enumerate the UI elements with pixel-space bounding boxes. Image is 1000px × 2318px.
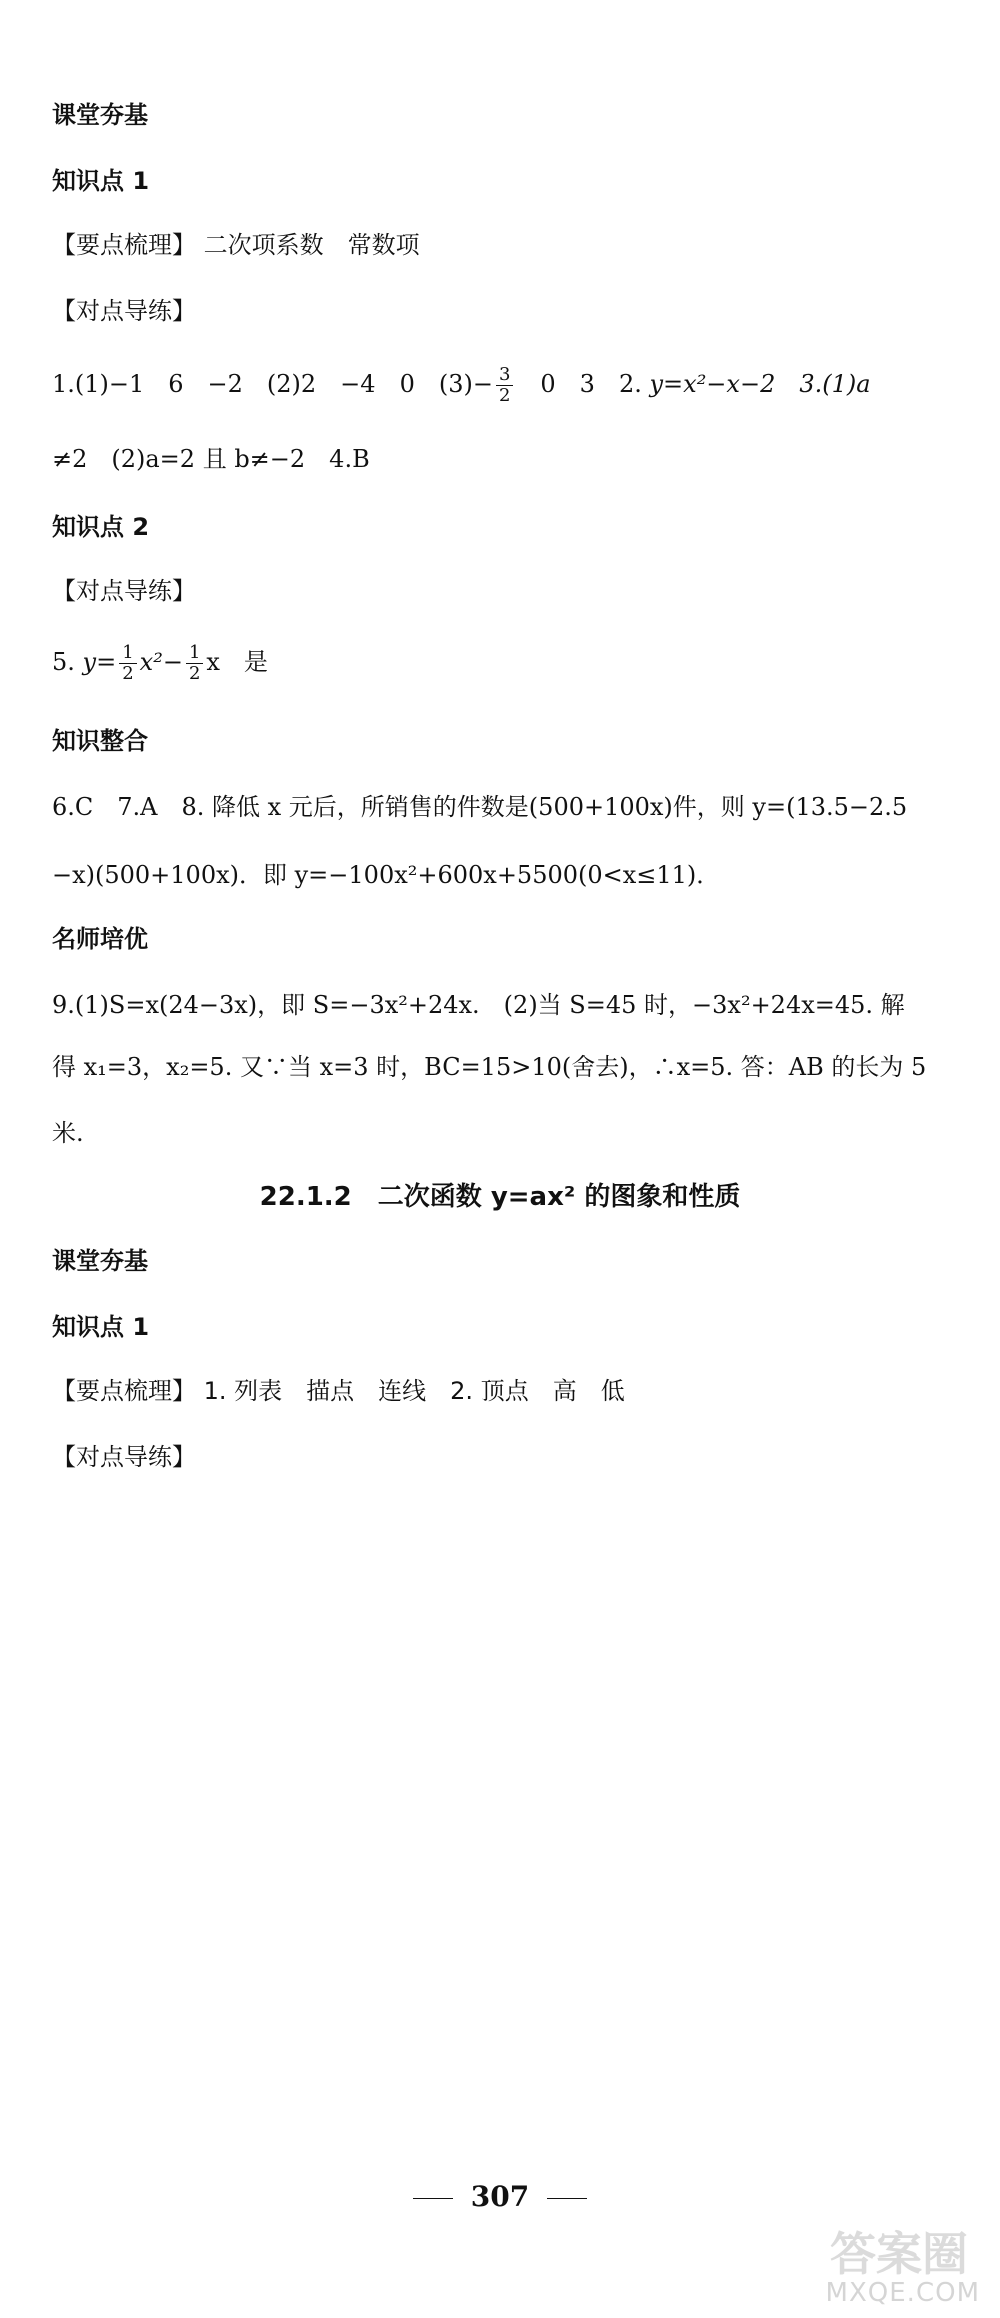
answer-2-equation: y=x²−x−2 3.(1)a xyxy=(649,370,871,398)
answer-9-line-3: 米. xyxy=(52,1119,84,1147)
subsection-title: 22.1.2 二次函数 y=ax² 的图象和性质 xyxy=(259,1182,741,1212)
answer-5-prefix: 5. xyxy=(52,648,75,676)
subsection-knowledge-point-1: 知识点 1 xyxy=(52,1313,150,1341)
fraction-denominator: 2 xyxy=(188,663,201,684)
master-heading: 名师培优 xyxy=(52,925,148,953)
practice-label-2: 【对点导练】 xyxy=(52,577,196,605)
answer-5-mid: x²− xyxy=(139,648,183,676)
key-points-summary xyxy=(52,228,960,262)
page-footer xyxy=(0,2180,1000,2213)
fraction-denominator: 2 xyxy=(498,385,511,406)
section-heading: 课堂夯基 xyxy=(52,101,148,129)
answer-6-line-1: 6.C 7.A 8. 降低 x 元后，所销售的件数是(500+100x)件，则 y=(13.5−2.5 xyxy=(52,793,908,821)
integration-heading: 知识整合 xyxy=(52,727,148,755)
answer-6-line-2: −x)(500+100x)．即 y=−100x²+600x+5500(0<x≤11)． xyxy=(52,861,721,889)
fraction-3-2 xyxy=(496,365,513,406)
fraction-denominator: 2 xyxy=(122,663,134,684)
fraction-1-2-b xyxy=(186,643,203,684)
answer-9-line-1: 9.(1)S=x(24−3x)，即 S=−3x²+24x. (2)当 S=45 时，−3x²+24x=45. 解 xyxy=(52,991,905,1019)
subsection-key-points xyxy=(52,1374,960,1408)
fraction-numerator: 3 xyxy=(496,365,513,386)
fraction-1-2-a xyxy=(119,643,136,684)
answer-1-line-2: ≠2 (2)a=2 且 b≠−2 4.B xyxy=(52,445,370,473)
summary-text: 二次项系数 常数项 xyxy=(203,231,420,259)
subsection-heading: 课堂夯基 xyxy=(52,1247,148,1275)
subsection-summary-label: 【要点梳理】 xyxy=(52,1377,196,1405)
practice-label: 【对点导练】 xyxy=(52,297,196,325)
footer-dash-left xyxy=(413,2198,453,2200)
summary-label: 【要点梳理】 xyxy=(52,231,196,259)
answer-1-line-1 xyxy=(52,365,960,406)
fraction-numerator: 1 xyxy=(186,643,203,664)
watermark xyxy=(760,2218,980,2308)
subsection-practice-label: 【对点导练】 xyxy=(52,1443,196,1471)
subsection-summary-text: 1. 列表 描点 连线 2. 顶点 高 低 xyxy=(203,1377,625,1405)
knowledge-point-2: 知识点 2 xyxy=(52,513,150,541)
watermark-logo: 答案圈 xyxy=(830,2227,968,2281)
answer-9-line-2: 得 x₁=3，x₂=5. 又∵当 x=3 时，BC=15>10(舍去)，∴x=5. 答：AB 的长为 5 xyxy=(52,1053,927,1081)
watermark-text: MXQE.COM xyxy=(825,2278,980,2308)
footer-dash-right xyxy=(547,2198,587,2200)
knowledge-point-1: 知识点 1 xyxy=(52,167,150,195)
answer-1-part-1: 1.(1)−1 6 −2 (2)2 −4 0 (3)− xyxy=(52,370,493,398)
answer-5-y: y= xyxy=(82,648,117,676)
page-number: 307 xyxy=(470,2180,530,2213)
answer-1-part-2: 0 3 2. xyxy=(516,370,642,398)
answer-5-tail: x 是 xyxy=(206,648,268,676)
answer-5 xyxy=(52,643,960,684)
fraction-numerator: 1 xyxy=(119,643,136,664)
